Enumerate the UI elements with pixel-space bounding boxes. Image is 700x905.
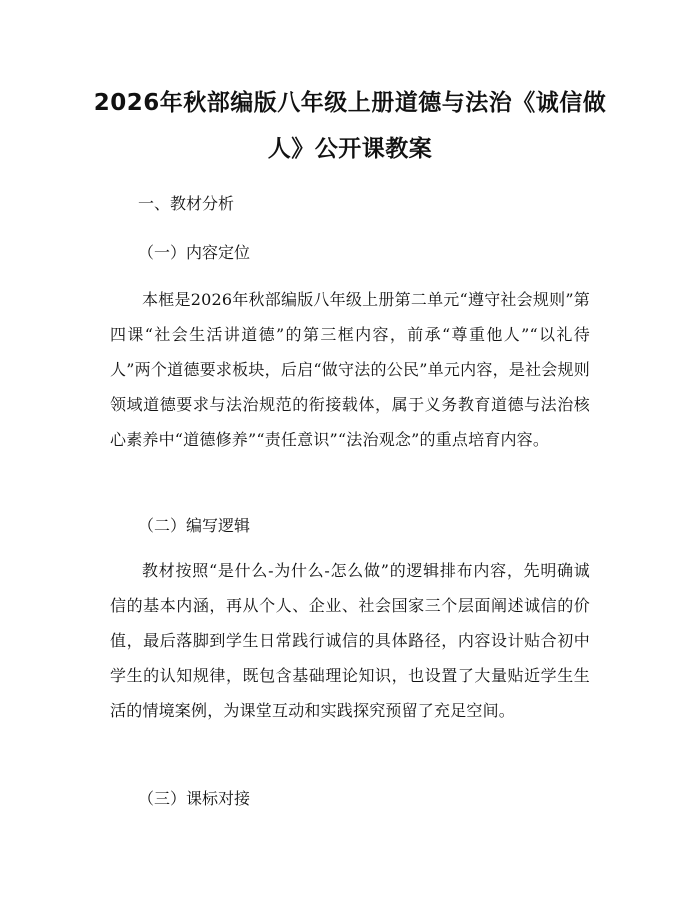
subsection-heading-content-positioning: （一）内容定位 <box>138 243 251 262</box>
document-title: 2026年秋部编版八年级上册道德与法治《诚信做人》公开课教案 <box>93 90 607 162</box>
section-heading-materials-analysis: 一、教材分析 <box>138 194 235 213</box>
paragraph-content-positioning: 本框是2026年秋部编版八年级上册第二单元“遵守社会规则”第四课“社会生活讲道德”的第三框内容，前承“尊重他人”“以礼待人”两个道德要求板块，后启“做守法的公民”单元内容，是社会规则领域道德要求与法治规范的衔接载体，属于义务教育道德与法治核心素养中“道德修养”“责任意识”“法治观念”的重点培育内容。 <box>110 290 590 449</box>
subsection-heading-curriculum-alignment: （三）课标对接 <box>138 789 251 808</box>
paragraph-writing-logic: 教材按照“是什么-为什么-怎么做”的逻辑排布内容，先明确诚信的基本内涵，再从个人、企业、社会国家三个层面阐述诚信的价值，最后落脚到学生日常践行诚信的具体路径，内容设计贴合初中学生的认知规律，既包含基础理论知识，也设置了大量贴近学生生活的情境案例，为课堂互动和实践探究预留了充足空间。 <box>110 561 590 720</box>
subsection-heading-writing-logic: （二）编写逻辑 <box>138 516 251 535</box>
